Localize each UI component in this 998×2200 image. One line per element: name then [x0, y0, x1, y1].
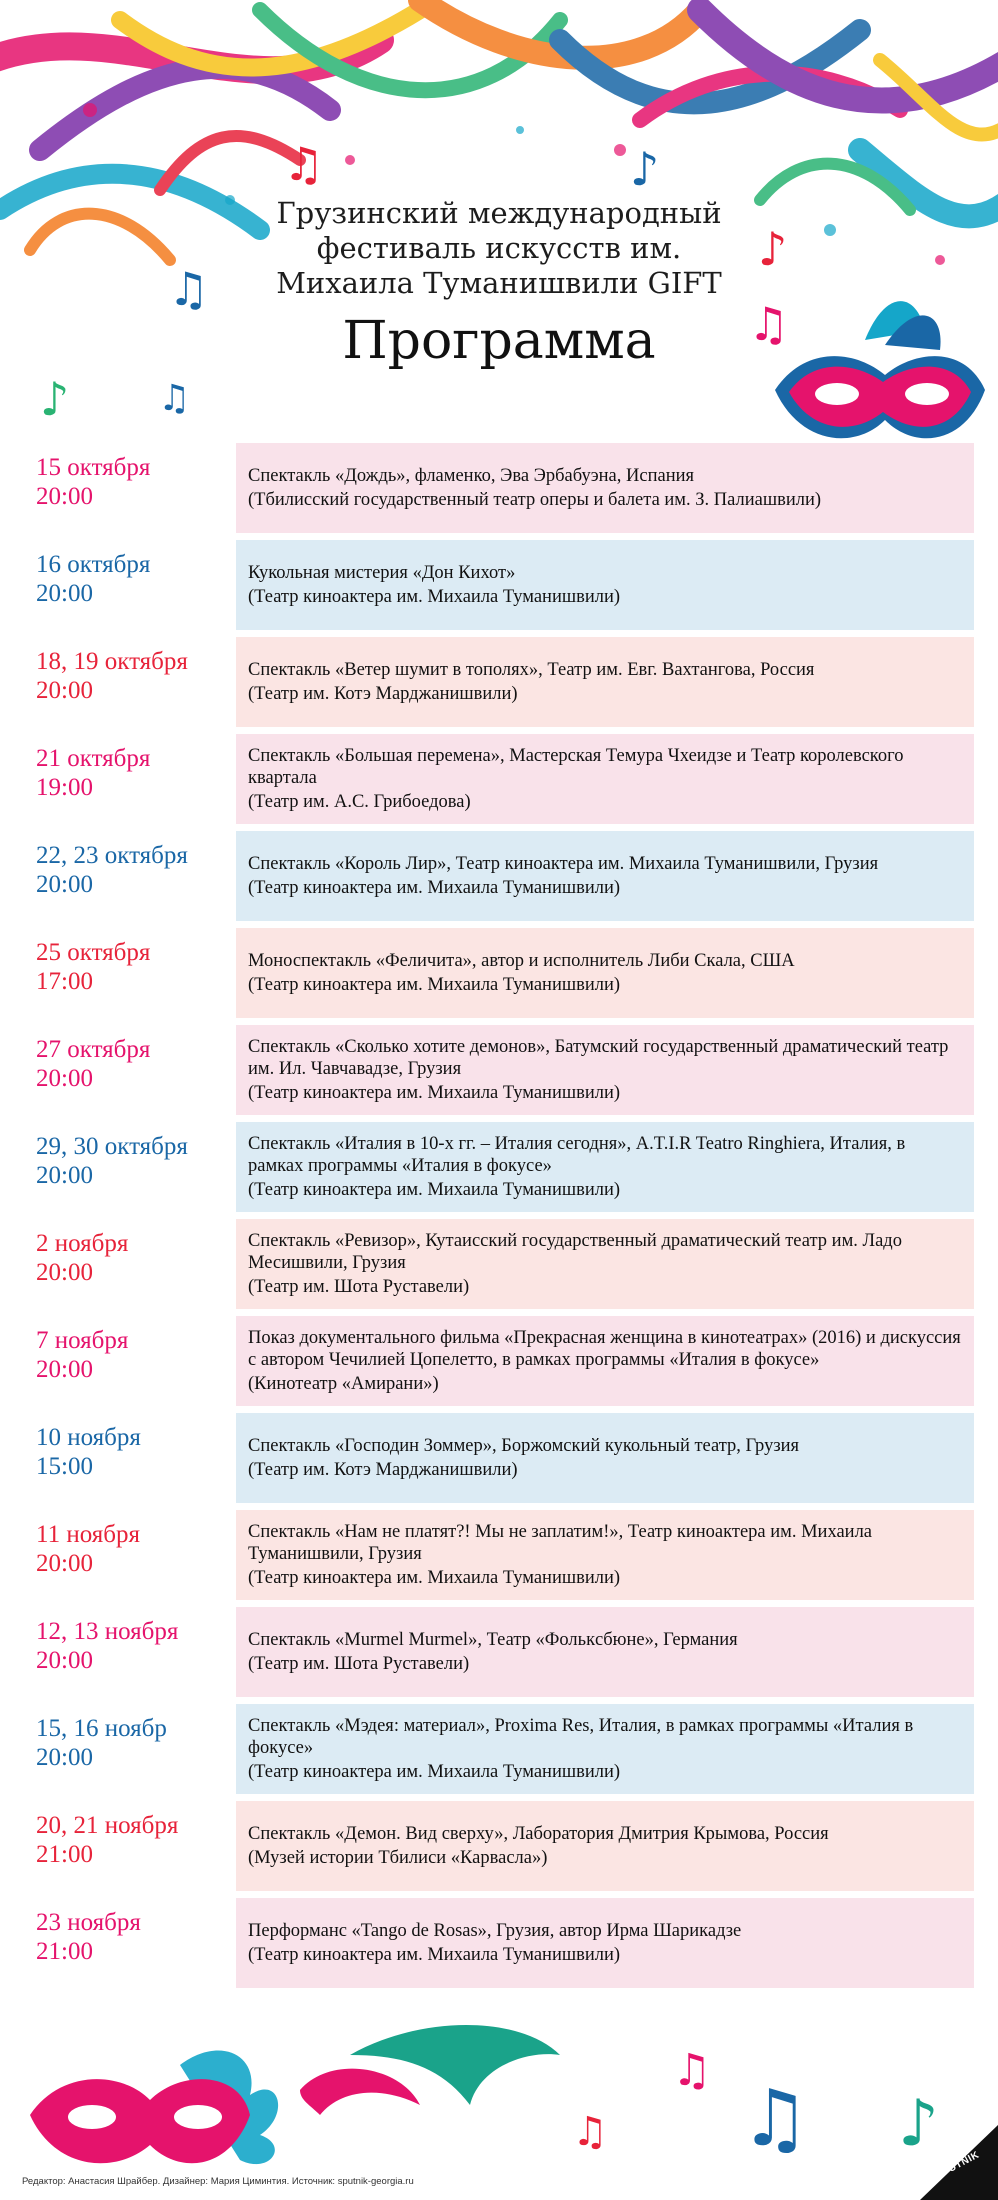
svg-text:♪: ♪ — [758, 222, 788, 276]
event-row — [0, 1607, 998, 1697]
event-date: 25 октября 17:00 — [36, 939, 151, 995]
event-description: Спектакль «Италия в 10-х гг. – Италия сегодня», A.T.I.R Teatro Ringhiera, Италия, в рамках программы «Италия в фокусе» — [248, 1134, 906, 1176]
festival-title-line-2: фестиваль искусств им. — [316, 231, 682, 265]
event-venue: (Театр киноактера им. Михаила Туманишвили) — [248, 1180, 621, 1200]
event-description: Спектакль «Большая перемена», Мастерская Темура Чхеидзе и Театр королевского квартала — [248, 746, 904, 788]
event-venue: (Театр им. Котэ Марджанишвили) — [248, 1460, 518, 1480]
event-details — [236, 1316, 974, 1406]
event-date: 22, 23 октября 20:00 — [36, 842, 188, 898]
event-date: 21 октября 19:00 — [36, 745, 151, 801]
paint-swoosh-icon — [300, 2025, 560, 2115]
event-venue: (Театр киноактера им. Михаила Туманишвили) — [248, 878, 621, 898]
event-venue: (Тбилисский государственный театр оперы и балета им. З. Палиашвили) — [248, 490, 822, 510]
event-description: Спектакль «Господин Зоммер», Боржомский кукольный театр, Грузия — [248, 1436, 800, 1456]
event-description: Спектакль «Ревизор», Кутаисский государственный драматический театр им. Ладо Месишвили, Грузия — [248, 1231, 902, 1273]
svg-text:♪: ♪ — [40, 372, 70, 426]
event-details — [236, 443, 974, 533]
event-description: Кукольная мистерия «Дон Кихот» — [248, 563, 516, 583]
svg-text:♫: ♫ — [740, 2074, 810, 2164]
festival-title-line-1: Грузинский международный — [276, 196, 722, 230]
carnival-mask-icon — [30, 2051, 278, 2165]
event-venue: (Музей истории Тбилиси «Карвасла») — [248, 1848, 548, 1868]
event-details — [236, 831, 974, 921]
event-date: 23 ноября 21:00 — [36, 1909, 141, 1965]
svg-text:♫: ♫ — [168, 262, 210, 316]
event-row — [0, 734, 998, 824]
event-venue: (Театр киноактера им. Михаила Туманишвили) — [248, 975, 621, 995]
event-details — [236, 1704, 974, 1794]
event-details — [236, 1025, 974, 1115]
event-details — [236, 1413, 974, 1503]
event-description: Моноспектакль «Феличита», автор и исполнитель Либи Скала, США — [248, 951, 795, 971]
svg-text:♫: ♫ — [283, 137, 325, 191]
event-date: 15, 16 ноябр 20:00 — [36, 1715, 167, 1771]
event-venue: (Кинотеатр «Амирани») — [248, 1374, 439, 1394]
event-description: Спектакль «Мэдея: материал», Proxima Res, Италия, в рамках программы «Италия в фокусе» — [248, 1716, 914, 1758]
event-row — [0, 928, 998, 1018]
event-details — [236, 637, 974, 727]
paint-splash-footer-decoration — [0, 1995, 998, 2200]
event-description: Спектакль «Король Лир», Театр киноактера им. Михаила Туманишвили, Грузия — [248, 854, 879, 874]
svg-text:♫: ♫ — [672, 2045, 712, 2096]
event-description: Спектакль «Сколько хотите демонов», Батумский государственный драматический театр им. Ил. Чавчавадзе, Грузия — [248, 1037, 949, 1079]
event-details — [236, 1122, 974, 1212]
event-row — [0, 1413, 998, 1503]
event-details — [236, 1510, 974, 1600]
event-row — [0, 1801, 998, 1891]
event-row — [0, 1122, 998, 1212]
event-description: Показ документального фильма «Прекрасная женщина в кинотеатрах» (2016) и дискуссия с автором Чечилией Цопелетто, в рамках программы «Италия в фокусе» — [248, 1328, 961, 1370]
event-date: 11 ноября 20:00 — [36, 1521, 140, 1577]
event-row — [0, 637, 998, 727]
event-description: Спектакль «Демон. Вид сверху», Лаборатория Дмитрия Крымова, Россия — [248, 1824, 829, 1844]
svg-text:♪: ♪ — [630, 142, 660, 196]
event-row — [0, 831, 998, 921]
event-venue: (Театр киноактера им. Михаила Туманишвили) — [248, 587, 621, 607]
event-details — [236, 1607, 974, 1697]
event-row — [0, 1219, 998, 1309]
festival-title-line-3: Михаила Туманишвили GIFT — [276, 266, 722, 300]
event-date: 2 ноября 20:00 — [36, 1230, 129, 1286]
event-row — [0, 1510, 998, 1600]
event-description: Спектакль «Ветер шумит в тополях», Театр им. Евг. Вахтангова, Россия — [248, 660, 815, 680]
event-venue: (Театр им. Котэ Марджанишвили) — [248, 684, 518, 704]
svg-text:♪: ♪ — [898, 2087, 939, 2161]
event-date: 29, 30 октября 20:00 — [36, 1133, 188, 1189]
event-venue: (Театр киноактера им. Михаила Туманишвили) — [248, 1945, 621, 1965]
event-description: Спектакль «Нам не платят?! Мы не заплатим!», Театр киноактера им. Михаила Туманишвили, Грузия — [248, 1522, 873, 1564]
event-date: 12, 13 ноября 20:00 — [36, 1618, 179, 1674]
event-details — [236, 928, 974, 1018]
header — [0, 196, 998, 371]
event-venue: (Театр им. Шота Руставели) — [248, 1277, 470, 1297]
event-details — [236, 540, 974, 630]
event-row — [0, 443, 998, 533]
svg-text:♫: ♫ — [158, 378, 191, 419]
event-details — [236, 1801, 974, 1891]
program-title: Программа — [342, 311, 656, 371]
event-details — [236, 734, 974, 824]
event-date: 10 ноября 15:00 — [36, 1424, 141, 1480]
footer-credits: Редактор: Анастасия Шрайбер. Дизайнер: Мария Циминтия. Источник: sputnik-georgia.ru — [22, 2176, 414, 2187]
music-note-icon — [572, 2045, 939, 2164]
event-description: Спектакль «Дождь», фламенко, Эва Эрбабуэна, Испания — [248, 466, 695, 486]
event-row — [0, 1316, 998, 1406]
event-venue: (Театр киноактера им. Михаила Туманишвили) — [248, 1083, 621, 1103]
event-venue: (Театр им. А.С. Грибоедова) — [248, 792, 471, 812]
event-date: 27 октября 20:00 — [36, 1036, 151, 1092]
event-row — [0, 1704, 998, 1794]
event-description: Спектакль «Murmel Murmel», Театр «Фолькcбюне», Германия — [248, 1630, 738, 1650]
event-venue: (Театр киноактера им. Михаила Туманишвили) — [248, 1762, 621, 1782]
svg-text:♫: ♫ — [572, 2109, 608, 2155]
event-date: 18, 19 октября 20:00 — [36, 648, 188, 704]
event-row — [0, 540, 998, 630]
event-date: 7 ноября 20:00 — [36, 1327, 129, 1383]
event-description: Перформанс «Tango de Rosas», Грузия, автор Ирма Шарикадзе — [248, 1921, 742, 1941]
event-row — [0, 1898, 998, 1988]
event-date: 20, 21 ноября 21:00 — [36, 1812, 179, 1868]
event-venue: (Театр им. Шота Руставели) — [248, 1654, 470, 1674]
svg-text:♫: ♫ — [748, 297, 790, 351]
event-date: 16 октября 20:00 — [36, 551, 151, 607]
sputnik-logo-text: SPUTNIK — [934, 2149, 982, 2182]
event-details — [236, 1219, 974, 1309]
event-details — [236, 1898, 974, 1988]
event-venue: (Театр киноактера им. Михаила Туманишвили) — [248, 1568, 621, 1588]
event-row — [0, 1025, 998, 1115]
event-date: 15 октября 20:00 — [36, 454, 151, 510]
